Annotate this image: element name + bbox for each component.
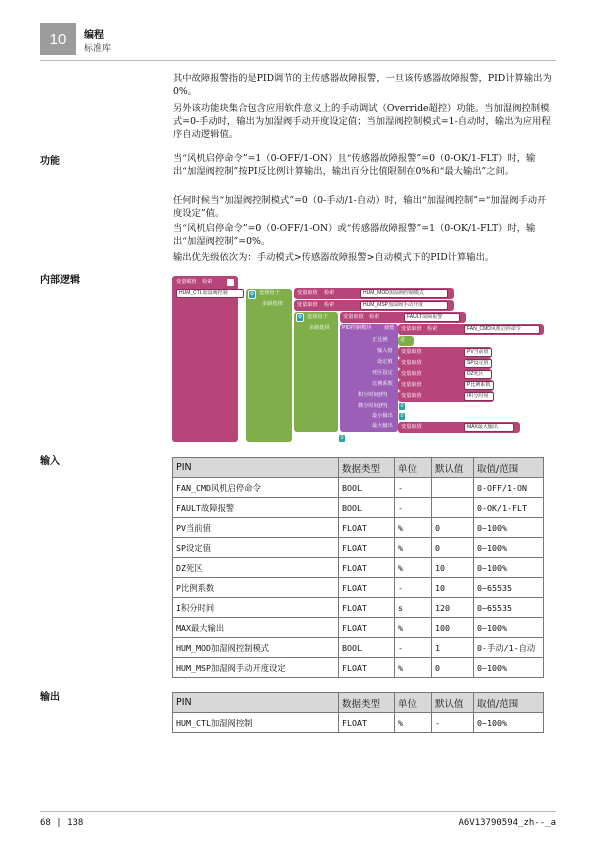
table-cell: -: [395, 638, 432, 658]
page-number: 68 | 138: [40, 818, 84, 828]
pv-variable[interactable]: PV当前值: [464, 348, 492, 357]
pid-label: PID控制模块: [342, 325, 372, 331]
fan-variable[interactable]: FAN_CMD风机启停命令: [464, 325, 540, 334]
table-cell: 0~100%: [474, 658, 544, 678]
table-cell: I积分时间: [173, 598, 339, 618]
table-row: [173, 713, 544, 733]
table-cell: HUM_MSP加湿阀手动开度设定: [173, 658, 339, 678]
table-row: [173, 658, 544, 678]
header-default: 默认值: [432, 693, 474, 713]
retrieve-label-2: 检索: [324, 302, 335, 308]
min-output-value[interactable]: 0: [398, 412, 406, 421]
forward-label: 正比例: [372, 337, 388, 343]
msp-variable[interactable]: HUM_MSP加湿阀手动开度: [360, 301, 448, 310]
table-cell: s: [395, 598, 432, 618]
setpoint-label: 设定值: [377, 359, 393, 365]
table-cell: FLOAT: [339, 558, 395, 578]
table-cell: 100: [432, 618, 474, 638]
table-row: [173, 618, 544, 638]
table-cell: 0-OK/1-FLT: [474, 498, 544, 518]
chapter-subtitle: 标准库: [84, 43, 112, 53]
table-cell: -: [395, 578, 432, 598]
table-cell: %: [395, 618, 432, 638]
table-row: [173, 638, 544, 658]
table-cell: 0~100%: [474, 618, 544, 638]
chapter-title: 编程: [84, 30, 104, 41]
document-id: A6V13790594_zh--_a: [458, 818, 556, 828]
var-get-label-6: 变量取值: [401, 360, 422, 366]
table-cell: FLOAT: [339, 518, 395, 538]
table-cell: DZ死区: [173, 558, 339, 578]
table-cell: 10: [432, 578, 474, 598]
table-cell: HUM_CTL加湿阀控制: [173, 713, 339, 733]
table-cell: 0-OFF/1-ON: [474, 478, 544, 498]
var-get-label-3: 变量取值: [343, 314, 364, 320]
sp-variable[interactable]: SP设定值: [464, 359, 492, 368]
table-cell: 120: [432, 598, 474, 618]
table-cell: 0~100%: [474, 558, 544, 578]
var-get-label-7: 变量取值: [401, 371, 422, 377]
footer-divider: [40, 811, 556, 812]
table-row: [173, 518, 544, 538]
logic-label: 内部逻辑: [40, 275, 80, 286]
var-get-label-8: 变量取值: [401, 382, 422, 388]
table-cell: FLOAT: [339, 713, 395, 733]
table-cell: BOOL: [339, 498, 395, 518]
var-get-label-2: 变量取值: [297, 302, 318, 308]
mod-variable[interactable]: HUM_MOD加湿阀控制模式: [360, 289, 448, 298]
integral-label: 积分时间(秒): [358, 392, 388, 398]
table-cell: 0: [432, 658, 474, 678]
table-cell: MAX最大输出: [173, 618, 339, 638]
min-output-label: 最小输出: [372, 413, 393, 419]
derivative-value[interactable]: 0: [398, 402, 406, 411]
set-variable-label: 变量赋值: [176, 279, 197, 285]
header-range: 取值/范围: [474, 458, 544, 478]
function-paragraph-3: 当“风机启停命令”=0（0-OFF/1-ON）或“传感器故障报警”=1（0-OK/1-FLT）时，输出“加湿阀控制”=0%。: [173, 223, 536, 247]
table-header-row: [173, 693, 544, 713]
var-get-label-10: 变量取值: [401, 424, 422, 430]
table-cell: HUM_MOD加湿阀控制模式: [173, 638, 339, 658]
table-cell: SP设定值: [173, 538, 339, 558]
header-pin: PIN: [173, 458, 339, 478]
table-header-row: [173, 458, 544, 478]
table-cell: FLOAT: [339, 598, 395, 618]
intro-paragraph-2: 另外该功能块集合包含应用软件意义上的手动调试（Override超控）功能。当加湿阀控制模式=0-手动时，输出为加湿阀手动开度设定值；当加湿阀控制模式=1-自动时，输出为应用程序自动逻辑值。: [173, 103, 551, 140]
retrieve-label-4: 检索: [427, 326, 438, 332]
derivative-label: 微分时间(秒): [358, 403, 388, 409]
target-variable[interactable]: HUM_CTL加湿阀控制: [176, 289, 244, 298]
gear-icon-2[interactable]: ⚙: [297, 314, 303, 320]
table-row: [173, 538, 544, 558]
table-cell: [432, 498, 474, 518]
table-row: [173, 478, 544, 498]
dropdown-icon[interactable]: [227, 279, 234, 286]
table-cell: BOOL: [339, 638, 395, 658]
header-default: 默认值: [432, 458, 474, 478]
table-cell: %: [395, 538, 432, 558]
retrieve-label: 检索: [202, 279, 213, 285]
table-cell: BOOL: [339, 478, 395, 498]
table-row: [173, 598, 544, 618]
intro-paragraph-1: 其中故障报警指的是PID调节的主传感器故障报警，一旦该传感器故障报警，PID计算输出为0%。: [173, 73, 552, 97]
select-factor-label-2: 选择因子: [307, 314, 328, 320]
retrieve-label-1: 检索: [324, 290, 335, 296]
var-get-label-9: 变量取值: [401, 393, 422, 399]
table-cell: FLOAT: [339, 618, 395, 638]
table-cell: %: [395, 658, 432, 678]
table-cell: %: [395, 558, 432, 578]
table-cell: P比例系数: [173, 578, 339, 598]
header-pin: PIN: [173, 693, 339, 713]
table-cell: 0~65535: [474, 598, 544, 618]
function-paragraph-1: 当“风机启停命令”=1（0-OFF/1-ON）且“传感器故障报警”=0（0-OK/1-FLT）时，输出“加湿阀控制”按PI反比例计算输出，输出百分比值限制在0%和“最大输出”之间。: [173, 153, 536, 177]
multi-select-label-1: 多路选择: [262, 301, 283, 307]
table-row: [173, 498, 544, 518]
table-cell: FLOAT: [339, 578, 395, 598]
table-cell: 10: [432, 558, 474, 578]
p-variable[interactable]: P比例系数: [464, 381, 494, 390]
table-cell: 1: [432, 638, 474, 658]
table-cell: 0~100%: [474, 713, 544, 733]
table-cell: 0~100%: [474, 518, 544, 538]
header-unit: 单位: [395, 458, 432, 478]
header-range: 取值/范围: [474, 693, 544, 713]
table-row: [173, 558, 544, 578]
table-cell: %: [395, 518, 432, 538]
function-paragraph-4: 输出优先级依次为：手动模式>传感器故障报警>自动模式下的PID计算输出。: [173, 252, 495, 263]
outputs-label: 输出: [40, 692, 60, 703]
chapter-number: 10: [40, 23, 76, 55]
header-type: 数据类型: [339, 693, 395, 713]
table-cell: PV当前值: [173, 518, 339, 538]
header-unit: 单位: [395, 693, 432, 713]
table-cell: -: [432, 713, 474, 733]
table-cell: FAULT故障报警: [173, 498, 339, 518]
multi-select-label-2: 多路选择: [309, 325, 330, 331]
deadband-label: 死区设定: [372, 370, 393, 376]
table-cell: FAN_CMD风机启停命令: [173, 478, 339, 498]
var-get-label-5: 变量取值: [401, 349, 422, 355]
table-cell: %: [395, 713, 432, 733]
inputs-table: [172, 457, 544, 678]
max-variable[interactable]: MAX最大输出: [464, 423, 514, 432]
table-cell: 0-手动/1-自动: [474, 638, 544, 658]
var-get-label-4: 变量取值: [401, 326, 422, 332]
fault-variable[interactable]: FAULT故障报警: [404, 313, 460, 322]
table-cell: 0~65535: [474, 578, 544, 598]
retrieve-label-3: 检索: [369, 314, 380, 320]
enable-label: 使能: [384, 325, 395, 331]
function-label: 功能: [40, 156, 60, 167]
outputs-table: [172, 692, 544, 733]
select-block-1: [246, 289, 292, 442]
function-paragraph-2: 任何时候当“加湿阀控制模式”=0（0-手动/1-自动）时，输出“加湿阀控制”=“加湿阀手动开度设定”值。: [173, 195, 547, 219]
table-cell: 0: [432, 518, 474, 538]
i-variable[interactable]: I积分时间: [464, 392, 494, 401]
gear-icon[interactable]: ⚙: [249, 291, 255, 297]
inputs-label: 输入: [40, 456, 60, 467]
table-cell: -: [395, 498, 432, 518]
forward-value[interactable]: 是: [400, 337, 406, 343]
prop-label: 比例系数: [372, 381, 393, 387]
input-label: 输入值: [377, 348, 393, 354]
header-divider: [40, 60, 556, 61]
end-value[interactable]: 0: [338, 434, 346, 443]
header-type: 数据类型: [339, 458, 395, 478]
logic-diagram: [172, 276, 552, 446]
dz-variable[interactable]: DZ死区: [464, 370, 492, 379]
table-cell: FLOAT: [339, 658, 395, 678]
table-cell: 0: [432, 538, 474, 558]
table-row: [173, 578, 544, 598]
set-variable-block: [172, 276, 238, 442]
table-cell: FLOAT: [339, 538, 395, 558]
table-cell: 0~100%: [474, 538, 544, 558]
select-factor-label-1: 选择因子: [259, 290, 280, 296]
max-output-label: 最大输出: [372, 423, 393, 429]
table-cell: [432, 478, 474, 498]
table-cell: -: [395, 478, 432, 498]
var-get-label-1: 变量取值: [297, 290, 318, 296]
